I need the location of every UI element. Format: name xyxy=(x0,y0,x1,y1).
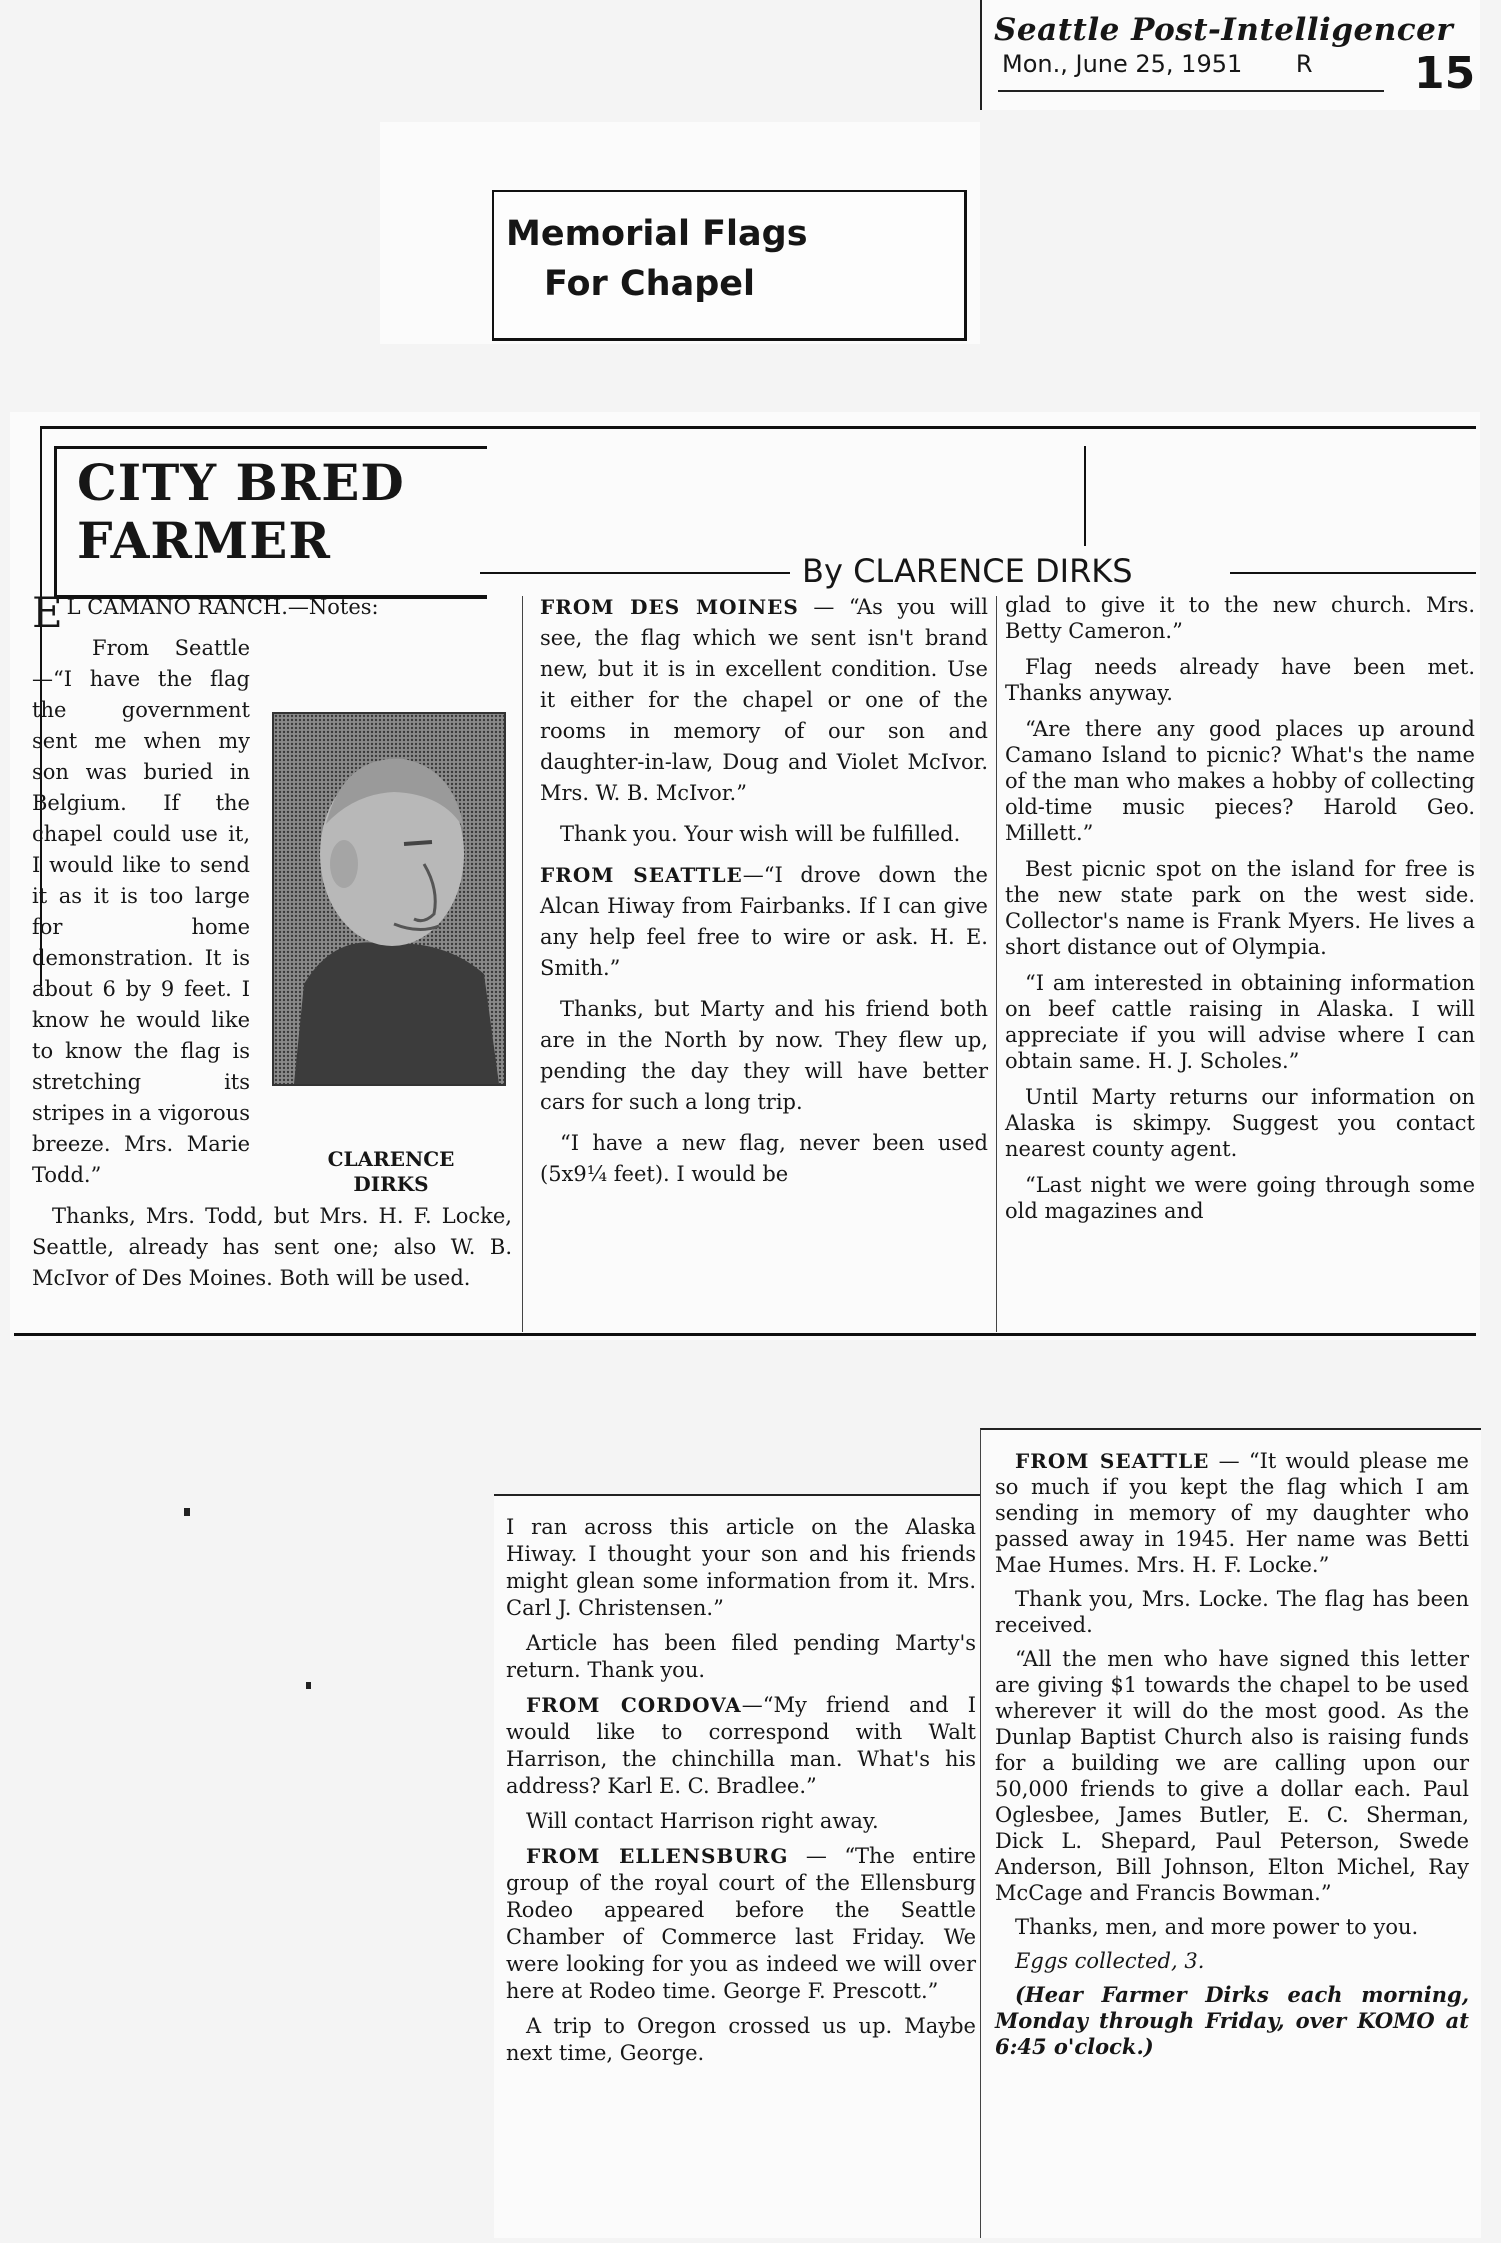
smith-head: FROM SEATTLE xyxy=(540,863,743,887)
paragraph-millett: “Are there any good places up around Camano Island to picnic? What's the name of the man who makes a hobby of collecting old-time music pieces? Harold Geo. Millett.” xyxy=(1005,717,1475,845)
edition-letter: R xyxy=(1295,50,1313,78)
paragraph-des-moines xyxy=(540,592,988,809)
drop-cap: E xyxy=(32,588,63,637)
text-column-2 xyxy=(540,592,988,1200)
kicker-line-2: FARMER xyxy=(77,511,331,570)
byline: By CLARENCE DIRKS xyxy=(802,552,1133,590)
bottom-rule xyxy=(14,1333,1476,1336)
todd-letter-text: —“I have the flag the government sent me when my son was buried in Belgium. If the chapel could use it, I would like to send it as it is too large for home demonstration. It is about 6 by 9 feet. I know he would like to know the flag is stretching its stripes in a vigorous breeze. Mrs. Marie Todd.” xyxy=(32,667,250,1187)
continuation-text-1 xyxy=(506,1514,976,2075)
todd-letter-head: From Seattle xyxy=(92,636,250,660)
des-moines-text: — “As you will see, the flag which we sent isn't brand new, but it is in excellent condition. Use it either for the chapel or one of the rooms in memory of our son and daughter-in-law, Doug and Violet McIvor. Mrs. W. B. McIvor.” xyxy=(540,595,988,805)
masthead-rule xyxy=(998,90,1384,92)
headline-line-2: For Chapel xyxy=(544,264,755,304)
radio-note: (Hear Farmer Dirks each morning, Monday through Friday, over KOMO at 6:45 o'clock.) xyxy=(995,1982,1469,2059)
issue-date xyxy=(1002,50,1313,78)
locke-text: — “It would please me so much if you kept the flag which I am sending in memory of my daughter who passed away in 1945. Her name was Betti Mae Humes. Mrs. H. F. Locke.” xyxy=(995,1449,1469,1577)
paragraph-smith-reply: Thanks, but Marty and his friend both are in the North by now. They flew up, pending the day they will have better cars for such a long trip. xyxy=(540,997,988,1114)
text-column-3 xyxy=(1005,592,1475,1234)
paragraph-dateline xyxy=(32,588,512,637)
paragraph-bradlee xyxy=(506,1692,976,1800)
paragraph-prescott xyxy=(506,1843,976,2005)
smith-text: —“I drove down the Alcan Hiway from Fairbanks. If I can give any help feel free to wire or ask. H. E. Smith.” xyxy=(540,863,988,980)
kicker-right-rule xyxy=(1084,446,1086,546)
continuation-clipping-2 xyxy=(980,1428,1481,2238)
paragraph-millett-reply: Best picnic spot on the island for free is the new state park on the west side. Collector's name is Frank Myers. He lives a short distance out of Olympia. xyxy=(1005,857,1475,959)
page-number: 15 xyxy=(1414,48,1476,99)
headline-box xyxy=(492,190,967,341)
paragraph-todd-reply: Thanks, Mrs. Todd, but Mrs. H. F. Locke, Seattle, already has sent one; also W. B. McIvor of Des Moines. Both will be used. xyxy=(32,1204,512,1290)
paragraph-cameron-start: “I have a new flag, never been used (5x9¼ feet). I would be xyxy=(540,1131,988,1186)
byline-row xyxy=(480,552,1476,592)
author-portrait-photo xyxy=(272,712,506,1086)
column-kicker xyxy=(54,446,487,599)
column-clipping xyxy=(10,412,1480,1340)
caption-line-2: DIRKS xyxy=(353,1172,429,1196)
byline-rule-left xyxy=(480,572,790,574)
newspaper-name: Seattle Post-Intelligencer xyxy=(994,12,1454,48)
top-rule xyxy=(40,426,1476,429)
paragraph-dunlap-reply: Thanks, men, and more power to you. xyxy=(1015,1915,1419,1939)
paragraph-locke xyxy=(995,1448,1469,1578)
column-divider-1 xyxy=(522,596,523,1332)
dateline-text: L CAMANO RANCH.—Notes: xyxy=(66,595,379,619)
paragraph-dunlap: “All the men who have signed this letter are giving $1 towards the chapel to be used wherever it will do the most good. As the Dunlap Baptist Church also is raising funds for a building we are calling upon our 50,000 friends to give a dollar each. Paul Oglesbee, James Butler, E. C. Sherman, Dick L. Shepard, Paul Peterson, Swede Anderson, Bill Johnson, Elton Michel, Ray McCage and Francis Bowman.” xyxy=(995,1647,1469,1905)
paragraph-christensen-start: “Last night we were going through some old magazines and xyxy=(1005,1173,1475,1223)
headline-line-1: Memorial Flags xyxy=(506,214,808,254)
paragraph-locke-reply: Thank you, Mrs. Locke. The flag has been received. xyxy=(995,1587,1469,1637)
continuation-clipping-1 xyxy=(494,1494,984,2238)
paragraph-smith xyxy=(540,860,988,984)
eggs-collected: Eggs collected, 3. xyxy=(1015,1949,1205,1973)
paragraph-christensen-end: I ran across this article on the Alaska Hiway. I thought your son and his friends might glean some information from it. Mrs. Carl J. Christensen.” xyxy=(506,1515,976,1620)
continuation-text-2 xyxy=(995,1448,1469,2068)
caption-line-1: CLARENCE xyxy=(327,1147,455,1171)
ellensburg-text: — “The entire group of the royal court of the Ellensburg Rodeo appeared before the Seattle Chamber of Commerce last Friday. We were looking for you as indeed we will over here at Rodeo time. George F. Prescott.” xyxy=(506,1844,977,2003)
paragraph-cameron-reply: Flag needs already have been met. Thanks anyway. xyxy=(1005,655,1475,705)
cordova-text: —“My friend and I would like to correspond with Walt Harrison, the chinchilla man. What's his address? Karl E. C. Bradlee.” xyxy=(506,1693,977,1798)
des-moines-head: FROM DES MOINES xyxy=(540,595,799,619)
paragraph-cameron-end: glad to give it to the new church. Mrs. Betty Cameron.” xyxy=(1005,593,1475,643)
cordova-head: FROM CORDOVA xyxy=(526,1693,742,1717)
column-divider-2 xyxy=(996,596,997,1332)
locke-head: FROM SEATTLE xyxy=(1015,1449,1210,1473)
photo-caption xyxy=(292,1147,490,1197)
scan-speck xyxy=(184,1508,190,1516)
paragraph-scholes-reply: Until Marty returns our information on Alaska is skimpy. Suggest you contact nearest county agent. xyxy=(1005,1085,1475,1161)
paragraph-prescott-reply: A trip to Oregon crossed us up. Maybe next time, George. xyxy=(506,2014,976,2065)
paragraph-christensen-reply: Article has been filed pending Marty's return. Thank you. xyxy=(506,1631,976,1682)
scan-speck xyxy=(306,1682,311,1689)
masthead xyxy=(980,0,1480,110)
ellensburg-head: FROM ELLENSBURG xyxy=(526,1844,789,1868)
paragraph-bradlee-reply: Will contact Harrison right away. xyxy=(526,1809,879,1833)
paragraph-des-moines-reply: Thank you. Your wish will be fulfilled. xyxy=(560,822,961,846)
kicker-line-1: CITY BRED xyxy=(77,453,405,512)
issue-date-text: Mon., June 25, 1951 xyxy=(1002,50,1243,78)
paragraph-scholes: “I am interested in obtaining information on beef cattle raising in Alaska. I will appreciate if you will advise where I can obtain same. H. J. Scholes.” xyxy=(1005,971,1475,1073)
byline-rule-right xyxy=(1230,572,1476,574)
portrait-svg xyxy=(274,714,504,1084)
